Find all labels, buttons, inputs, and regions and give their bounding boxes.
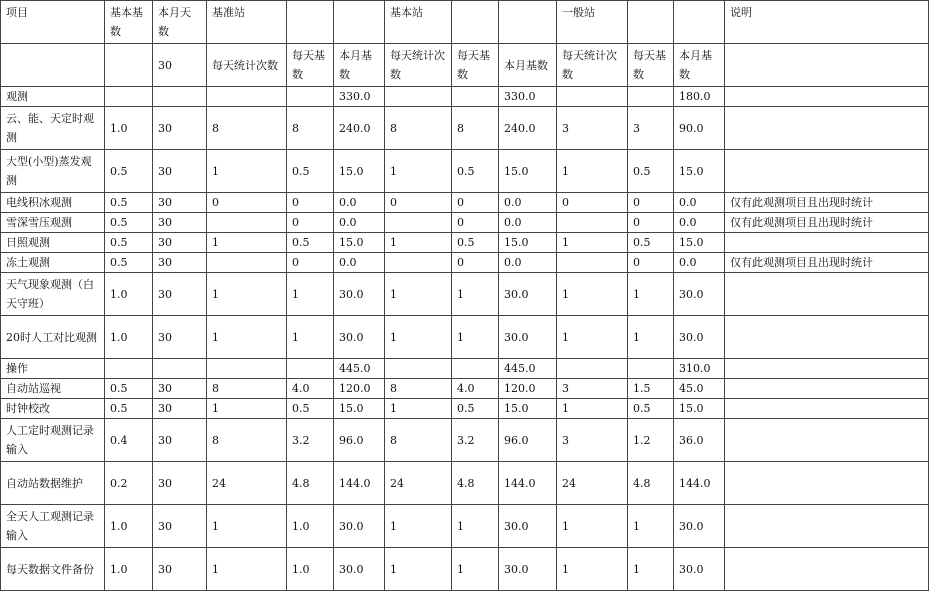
note-cell: 仅有此观测项目且出现时统计 — [725, 253, 929, 273]
days-cell — [153, 359, 207, 379]
ref-daily-count-cell: 1 — [207, 273, 287, 316]
table-row — [1, 87, 929, 107]
ref-daily-count-cell: 1 — [207, 316, 287, 359]
note-cell — [725, 419, 929, 462]
basic-daily-count-cell: 24 — [385, 462, 452, 505]
general-daily-base-cell: 3 — [628, 107, 674, 150]
header-blank-cell — [287, 1, 334, 44]
days-cell: 30 — [153, 150, 207, 193]
table-row — [1, 379, 929, 399]
base-value-cell: 1.0 — [105, 107, 153, 150]
table-row — [1, 253, 929, 273]
ref-month-base-cell: 30.0 — [334, 273, 385, 316]
ref-daily-base-cell: 0 — [287, 213, 334, 233]
general-month-base-cell: 0.0 — [674, 253, 725, 273]
basic-daily-base-cell — [452, 87, 499, 107]
basic-daily-count-cell: 1 — [385, 548, 452, 591]
header-base-value-cell — [105, 44, 153, 87]
ref-daily-base-cell: 0 — [287, 253, 334, 273]
general-daily-count-cell — [557, 87, 628, 107]
basic-daily-count-cell — [385, 359, 452, 379]
ref-month-base-cell: 96.0 — [334, 419, 385, 462]
general-daily-count-cell: 1 — [557, 150, 628, 193]
days-cell: 30 — [153, 107, 207, 150]
basic-month-base-cell: 0.0 — [499, 193, 557, 213]
general-month-base-cell: 0.0 — [674, 213, 725, 233]
item-name-cell: 大型(小型)蒸发观测 — [1, 150, 105, 193]
basic-daily-count-cell: 0 — [385, 193, 452, 213]
ref-month-base-cell: 0.0 — [334, 253, 385, 273]
header-notes-cell: 说明 — [725, 1, 929, 44]
general-daily-count-cell: 0 — [557, 193, 628, 213]
item-name-cell: 全天人工观测记录输入 — [1, 505, 105, 548]
table-row — [1, 150, 929, 193]
general-month-base-cell: 0.0 — [674, 193, 725, 213]
basic-daily-base-cell: 0.5 — [452, 399, 499, 419]
general-daily-base-cell: 1 — [628, 505, 674, 548]
base-value-cell: 0.4 — [105, 419, 153, 462]
header-note-cell — [725, 44, 929, 87]
ref-month-base-cell: 15.0 — [334, 233, 385, 253]
header-days-cell: 30 — [153, 44, 207, 87]
base-value-cell — [105, 359, 153, 379]
basic-daily-base-cell: 3.2 — [452, 419, 499, 462]
header-blank-cell — [334, 1, 385, 44]
general-daily-count-cell: 1 — [557, 505, 628, 548]
ref-daily-base-cell: 3.2 — [287, 419, 334, 462]
table-row — [1, 273, 929, 316]
general-daily-base-cell: 1 — [628, 548, 674, 591]
ref-month-base-cell: 30.0 — [334, 548, 385, 591]
basic-month-base-cell: 15.0 — [499, 150, 557, 193]
basic-month-base-cell: 30.0 — [499, 548, 557, 591]
basic-daily-count-cell: 1 — [385, 505, 452, 548]
ref-daily-count-cell: 8 — [207, 379, 287, 399]
days-cell: 30 — [153, 462, 207, 505]
header-project-cell: 项目 — [1, 1, 105, 44]
basic-month-base-cell: 0.0 — [499, 253, 557, 273]
header-ref-daily-count-cell: 每天统计次数 — [207, 44, 287, 87]
item-name-cell: 电线积冰观测 — [1, 193, 105, 213]
general-month-base-cell: 180.0 — [674, 87, 725, 107]
ref-daily-base-cell: 1.0 — [287, 505, 334, 548]
days-cell: 30 — [153, 233, 207, 253]
header-row-1 — [1, 1, 929, 44]
general-daily-count-cell: 1 — [557, 273, 628, 316]
base-value-cell: 0.5 — [105, 399, 153, 419]
general-daily-count-cell — [557, 253, 628, 273]
base-value-cell: 0.5 — [105, 213, 153, 233]
basic-daily-base-cell: 0 — [452, 213, 499, 233]
ref-daily-count-cell: 8 — [207, 419, 287, 462]
general-month-base-cell: 30.0 — [674, 316, 725, 359]
note-cell: 仅有此观测项目且出现时统计 — [725, 193, 929, 213]
basic-month-base-cell: 330.0 — [499, 87, 557, 107]
item-name-cell: 时钟校改 — [1, 399, 105, 419]
table-row — [1, 213, 929, 233]
ref-daily-count-cell: 1 — [207, 150, 287, 193]
header-blank-cell — [499, 1, 557, 44]
general-month-base-cell: 45.0 — [674, 379, 725, 399]
ref-month-base-cell: 445.0 — [334, 359, 385, 379]
base-value-cell: 0.5 — [105, 253, 153, 273]
general-month-base-cell: 144.0 — [674, 462, 725, 505]
header-days-cell: 本月天数 — [153, 1, 207, 44]
ref-daily-count-cell: 1 — [207, 233, 287, 253]
basic-daily-base-cell: 0 — [452, 193, 499, 213]
ref-daily-base-cell: 4.0 — [287, 379, 334, 399]
basic-daily-count-cell: 1 — [385, 150, 452, 193]
basic-daily-base-cell: 4.0 — [452, 379, 499, 399]
table-row — [1, 107, 929, 150]
basic-month-base-cell: 30.0 — [499, 316, 557, 359]
ref-month-base-cell: 120.0 — [334, 379, 385, 399]
basic-daily-count-cell: 8 — [385, 379, 452, 399]
item-name-cell: 人工定时观测记录输入 — [1, 419, 105, 462]
general-daily-count-cell: 3 — [557, 379, 628, 399]
ref-month-base-cell: 30.0 — [334, 505, 385, 548]
ref-daily-base-cell: 1 — [287, 273, 334, 316]
basic-month-base-cell: 96.0 — [499, 419, 557, 462]
header-blank-cell — [674, 1, 725, 44]
header-general-daily-count-cell: 每天统计次数 — [557, 44, 628, 87]
general-daily-base-cell: 1.5 — [628, 379, 674, 399]
table-row — [1, 233, 929, 253]
basic-daily-count-cell: 8 — [385, 107, 452, 150]
basic-month-base-cell: 0.0 — [499, 213, 557, 233]
general-daily-base-cell: 1.2 — [628, 419, 674, 462]
item-name-cell: 20时人工对比观测 — [1, 316, 105, 359]
header-general-month-base-cell: 本月基数 — [674, 44, 725, 87]
general-daily-count-cell: 3 — [557, 107, 628, 150]
item-name-cell: 日照观测 — [1, 233, 105, 253]
general-daily-base-cell: 1 — [628, 273, 674, 316]
general-daily-base-cell: 0 — [628, 213, 674, 233]
item-name-cell: 自动站数据维护 — [1, 462, 105, 505]
header-general-daily-base-cell: 每天基数 — [628, 44, 674, 87]
base-value-cell: 0.5 — [105, 379, 153, 399]
general-daily-base-cell: 0.5 — [628, 233, 674, 253]
basic-daily-base-cell: 1 — [452, 316, 499, 359]
basic-month-base-cell: 30.0 — [499, 505, 557, 548]
ref-daily-count-cell — [207, 87, 287, 107]
general-daily-count-cell: 1 — [557, 316, 628, 359]
note-cell — [725, 359, 929, 379]
ref-daily-base-cell: 0.5 — [287, 399, 334, 419]
ref-daily-base-cell: 1.0 — [287, 548, 334, 591]
ref-daily-count-cell: 1 — [207, 399, 287, 419]
general-month-base-cell: 15.0 — [674, 399, 725, 419]
base-value-cell: 1.0 — [105, 505, 153, 548]
days-cell — [153, 87, 207, 107]
table-row — [1, 462, 929, 505]
ref-month-base-cell: 330.0 — [334, 87, 385, 107]
ref-month-base-cell: 15.0 — [334, 399, 385, 419]
basic-daily-base-cell: 1 — [452, 505, 499, 548]
header-basic-daily-base-cell: 每天基数 — [452, 44, 499, 87]
note-cell — [725, 273, 929, 316]
ref-daily-count-cell — [207, 213, 287, 233]
general-month-base-cell: 15.0 — [674, 150, 725, 193]
basic-daily-count-cell — [385, 87, 452, 107]
note-cell — [725, 379, 929, 399]
base-value-cell: 0.5 — [105, 193, 153, 213]
basic-daily-base-cell: 0.5 — [452, 233, 499, 253]
general-daily-count-cell — [557, 213, 628, 233]
basic-daily-base-cell: 0.5 — [452, 150, 499, 193]
ref-month-base-cell: 0.0 — [334, 213, 385, 233]
ref-daily-count-cell: 24 — [207, 462, 287, 505]
table-row — [1, 359, 929, 379]
note-cell — [725, 107, 929, 150]
ref-daily-count-cell — [207, 359, 287, 379]
note-cell — [725, 316, 929, 359]
days-cell: 30 — [153, 213, 207, 233]
days-cell: 30 — [153, 193, 207, 213]
general-daily-base-cell: 0 — [628, 253, 674, 273]
ref-month-base-cell: 30.0 — [334, 316, 385, 359]
general-daily-count-cell — [557, 359, 628, 379]
days-cell: 30 — [153, 548, 207, 591]
ref-month-base-cell: 144.0 — [334, 462, 385, 505]
general-daily-base-cell — [628, 359, 674, 379]
basic-daily-count-cell: 8 — [385, 419, 452, 462]
general-month-base-cell: 30.0 — [674, 548, 725, 591]
ref-daily-base-cell: 1 — [287, 316, 334, 359]
ref-daily-base-cell — [287, 359, 334, 379]
general-daily-base-cell: 4.8 — [628, 462, 674, 505]
general-daily-base-cell: 1 — [628, 316, 674, 359]
general-daily-count-cell: 3 — [557, 419, 628, 462]
header-reference-station-cell: 基准站 — [207, 1, 287, 44]
ref-daily-count-cell: 1 — [207, 548, 287, 591]
general-month-base-cell: 90.0 — [674, 107, 725, 150]
general-month-base-cell: 30.0 — [674, 505, 725, 548]
general-daily-count-cell: 1 — [557, 233, 628, 253]
basic-daily-count-cell: 1 — [385, 316, 452, 359]
basic-daily-count-cell: 1 — [385, 233, 452, 253]
general-month-base-cell: 15.0 — [674, 233, 725, 253]
table-row — [1, 505, 929, 548]
base-value-cell — [105, 87, 153, 107]
general-daily-count-cell: 1 — [557, 548, 628, 591]
basic-daily-count-cell: 1 — [385, 399, 452, 419]
header-base-cell: 基本基数 — [105, 1, 153, 44]
base-value-cell: 0.5 — [105, 233, 153, 253]
table-row — [1, 316, 929, 359]
basic-month-base-cell: 120.0 — [499, 379, 557, 399]
ref-daily-base-cell: 0.5 — [287, 233, 334, 253]
header-ref-daily-base-cell: 每天基数 — [287, 44, 334, 87]
ref-daily-count-cell: 0 — [207, 193, 287, 213]
basic-month-base-cell: 30.0 — [499, 273, 557, 316]
header-general-station-cell: 一般站 — [557, 1, 628, 44]
header-basic-station-cell: 基本站 — [385, 1, 452, 44]
header-basic-month-base-cell: 本月基数 — [499, 44, 557, 87]
header-blank-cell — [452, 1, 499, 44]
ref-month-base-cell: 240.0 — [334, 107, 385, 150]
days-cell: 30 — [153, 505, 207, 548]
general-month-base-cell: 310.0 — [674, 359, 725, 379]
general-daily-base-cell: 0.5 — [628, 150, 674, 193]
item-name-cell: 观测 — [1, 87, 105, 107]
header-ref-month-base-cell: 本月基数 — [334, 44, 385, 87]
days-cell: 30 — [153, 379, 207, 399]
header-row-2 — [1, 44, 929, 87]
general-month-base-cell: 36.0 — [674, 419, 725, 462]
note-cell — [725, 233, 929, 253]
base-value-cell: 0.2 — [105, 462, 153, 505]
general-daily-base-cell: 0.5 — [628, 399, 674, 419]
general-daily-count-cell: 1 — [557, 399, 628, 419]
item-name-cell: 冻土观测 — [1, 253, 105, 273]
basic-daily-count-cell — [385, 213, 452, 233]
table-row — [1, 399, 929, 419]
days-cell: 30 — [153, 419, 207, 462]
note-cell — [725, 505, 929, 548]
base-value-cell: 1.0 — [105, 273, 153, 316]
basic-daily-base-cell: 8 — [452, 107, 499, 150]
header-blank-cell — [628, 1, 674, 44]
table-row — [1, 548, 929, 591]
ref-month-base-cell: 0.0 — [334, 193, 385, 213]
general-daily-base-cell: 0 — [628, 193, 674, 213]
basic-daily-base-cell — [452, 359, 499, 379]
basic-daily-base-cell: 1 — [452, 273, 499, 316]
header-item-name-cell — [1, 44, 105, 87]
ref-daily-count-cell: 8 — [207, 107, 287, 150]
basic-daily-base-cell: 1 — [452, 548, 499, 591]
item-name-cell: 每天数据文件备份 — [1, 548, 105, 591]
table-row — [1, 193, 929, 213]
base-value-cell: 1.0 — [105, 316, 153, 359]
item-name-cell: 操作 — [1, 359, 105, 379]
ref-daily-base-cell: 0.5 — [287, 150, 334, 193]
table-row — [1, 419, 929, 462]
basic-daily-count-cell: 1 — [385, 273, 452, 316]
basic-month-base-cell: 445.0 — [499, 359, 557, 379]
basic-month-base-cell: 15.0 — [499, 233, 557, 253]
ref-daily-base-cell: 0 — [287, 193, 334, 213]
item-name-cell: 雪深雪压观测 — [1, 213, 105, 233]
days-cell: 30 — [153, 399, 207, 419]
note-cell: 仅有此观测项目且出现时统计 — [725, 213, 929, 233]
basic-daily-base-cell: 0 — [452, 253, 499, 273]
days-cell: 30 — [153, 316, 207, 359]
ref-daily-base-cell: 8 — [287, 107, 334, 150]
note-cell — [725, 150, 929, 193]
basic-month-base-cell: 240.0 — [499, 107, 557, 150]
item-name-cell: 天气现象观测（白天守班） — [1, 273, 105, 316]
note-cell — [725, 548, 929, 591]
basic-daily-count-cell — [385, 253, 452, 273]
ref-daily-base-cell: 4.8 — [287, 462, 334, 505]
base-value-cell: 1.0 — [105, 548, 153, 591]
base-value-cell: 0.5 — [105, 150, 153, 193]
basic-month-base-cell: 144.0 — [499, 462, 557, 505]
note-cell — [725, 399, 929, 419]
general-month-base-cell: 30.0 — [674, 273, 725, 316]
item-name-cell: 云、能、天定时观测 — [1, 107, 105, 150]
note-cell — [725, 87, 929, 107]
general-daily-count-cell: 24 — [557, 462, 628, 505]
note-cell — [725, 462, 929, 505]
days-cell: 30 — [153, 253, 207, 273]
ref-daily-base-cell — [287, 87, 334, 107]
basic-month-base-cell: 15.0 — [499, 399, 557, 419]
ref-daily-count-cell — [207, 253, 287, 273]
general-daily-base-cell — [628, 87, 674, 107]
header-basic-daily-count-cell: 每天统计次数 — [385, 44, 452, 87]
ref-month-base-cell: 15.0 — [334, 150, 385, 193]
basic-daily-base-cell: 4.8 — [452, 462, 499, 505]
item-name-cell: 自动站巡视 — [1, 379, 105, 399]
ref-daily-count-cell: 1 — [207, 505, 287, 548]
days-cell: 30 — [153, 273, 207, 316]
